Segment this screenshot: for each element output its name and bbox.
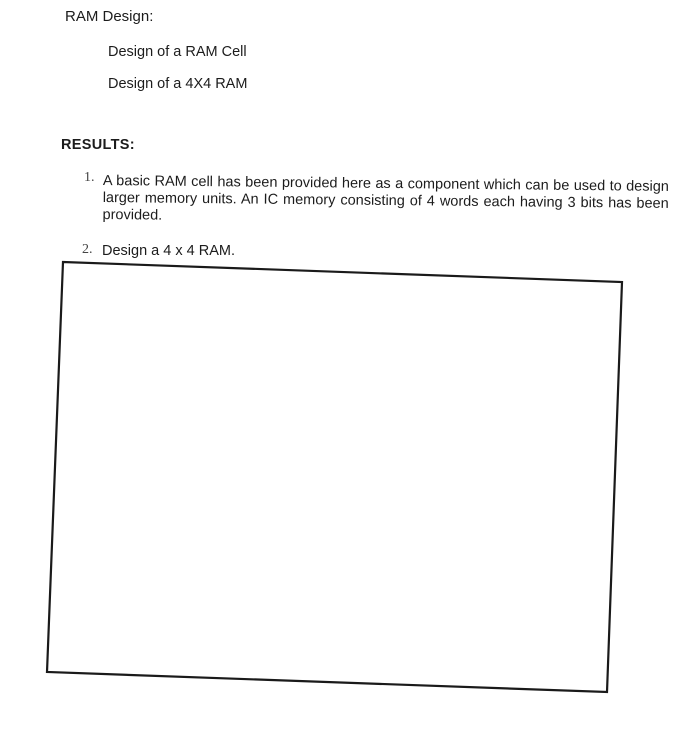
sub-item-4x4-ram: Design of a 4X4 RAM (108, 76, 248, 92)
result-item-2-text: Design a 4 x 4 RAM. (102, 243, 235, 259)
results-title: RESULTS: (61, 137, 135, 153)
result-item-1-number: 1. (84, 170, 95, 185)
sub-item-ram-cell: Design of a RAM Cell (108, 44, 247, 60)
result-item-2-number: 2. (82, 242, 93, 257)
result-item-1-text: A basic RAM cell has been provided here as a component which can be used to design larger memory units. An IC memory consisting of 4 words each having 3 bits has been provided. (102, 173, 669, 224)
ram-design-heading: RAM Design: (65, 8, 154, 25)
